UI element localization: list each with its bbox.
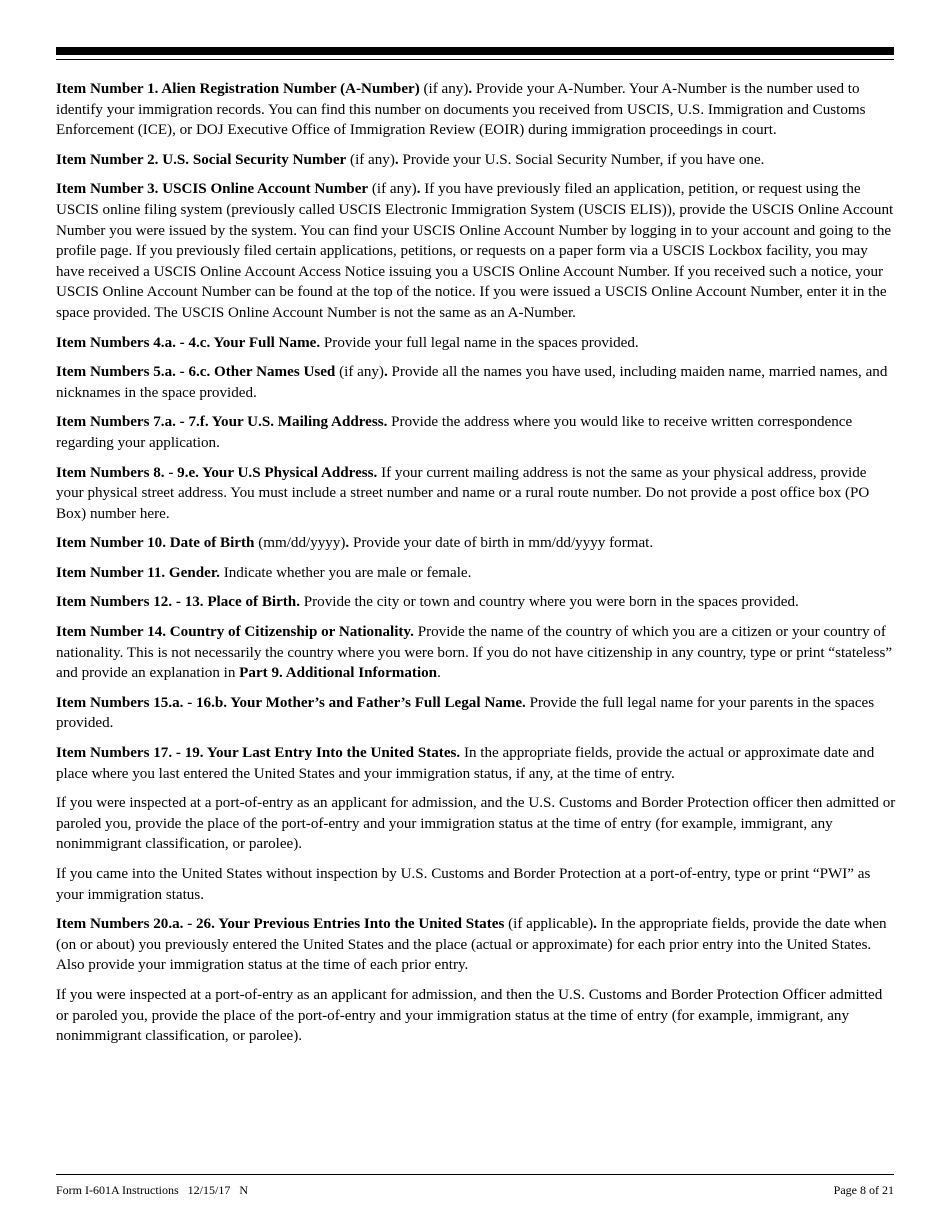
item-20: Item Numbers 20.a. - 26. Your Previous Entries Into the United States (if applicable). In the appropriate fields, provide the date when (on or about) you previously entered the United States and the place (actual or approximate) for each prior entry into the United States. Also provide your immigration status at the time of each prior entry.: [56, 916, 887, 974]
header-thin-rule: [56, 59, 894, 60]
item-4: Item Numbers 4.a. - 4.c. Your Full Name. Provide your full legal name in the spaces provided.: [56, 334, 639, 351]
item-3: Item Number 3. USCIS Online Account Number (if any). If you have previously filed an application, petition, or request using the USCIS online filing system (previously called USCIS Electronic Immigration System (USCIS ELIS)), provide the USCIS Online Account Number you were issued by the system. You can find your USCIS Online Account Number by logging in to your account and going to the profile page. If you previously filed certain applications, petitions, or requests on a paper form via a USCIS Lockbox facility, you may have received a USCIS Online Account Access Notice issuing you a USCIS Online Account Number. If you received such a notice, your USCIS Online Account Number can be found at the top of the notice. If you were issued a USCIS Online Account Number, enter it in the space provided. The USCIS Online Account Number is not the same as an A-Number.: [56, 181, 894, 321]
item-15: Item Numbers 15.a. - 16.b. Your Mother’s and Father’s Full Legal Name. Provide the full legal name for your parents in the spaces provided.: [56, 694, 875, 732]
item-7: Item Numbers 7.a. - 7.f. Your U.S. Mailing Address. Provide the address where you would like to receive written correspondence regarding your application.: [56, 414, 853, 451]
item-1: Item Number 1. Alien Registration Number (A-Number) (if any). Provide your A-Number. Your A-Number is the number used to identify your immigration records. You can find this number on documents you received from USCIS, U.S. Immigration and Customs Enforcement (ICE), or DOJ Executive Office of Immigration Review (EOIR) during immigration proceedings in court.: [56, 81, 866, 139]
paragraph-inspected-last-entry: If you were inspected at a port-of-entry as an applicant for admission, and the U.S. Customs and Border Protection officer then admitted or paroled you, provide the place of the port-of-entry and your immigration status at the time of entry (for example, immigrant, any nonimmigrant classification, or parolee).: [56, 795, 896, 853]
item-8: Item Numbers 8. - 9.e. Your U.S Physical Address. If your current mailing address is not the same as your physical address, provide your physical street address. You must include a street number and name or a rural route number. Do not provide a post office box (PO Box) number here.: [56, 464, 870, 522]
item-14: Item Number 14. Country of Citizenship or Nationality. Provide the name of the country of which you are a citizen or your country of nationality. This is not necessarily the country where you were born. If you do not have citizenship in any country, type or print “stateless” and provide an explanation in Part 9. Additional Information.: [56, 624, 893, 682]
header-thick-rule: [56, 47, 894, 55]
paragraph-pwi: If you came into the United States without inspection by U.S. Customs and Border Protection at a port-of-entry, type or print “PWI” as your immigration status.: [56, 866, 871, 903]
item-11: Item Number 11. Gender. Indicate whether you are male or female.: [56, 564, 472, 581]
item-17: Item Numbers 17. - 19. Your Last Entry Into the United States. In the appropriate fields, provide the actual or approximate date and place where you last entered the United States and your immigration status, if any, at the time of entry.: [56, 745, 875, 782]
item-10: Item Number 10. Date of Birth (mm/dd/yyyy). Provide your date of birth in mm/dd/yyyy format.: [56, 535, 654, 552]
footer-rule: [56, 1174, 894, 1175]
item-5: Item Numbers 5.a. - 6.c. Other Names Used (if any). Provide all the names you have used, including maiden name, married names, and nicknames in the space provided.: [56, 364, 888, 401]
instructions-body: [56, 79, 896, 1056]
item-12: Item Numbers 12. - 13. Place of Birth. Provide the city or town and country where you were born in the spaces provided.: [56, 594, 799, 611]
paragraph-inspected-prior-entries: If you were inspected at a port-of-entry as an applicant for admission, and then the U.S. Customs and Border Protection Officer admitted or paroled you, provide the place of the port-of-entry and your immigration status at the time of entry (for example, immigrant, any nonimmigrant classification, or parolee).: [56, 986, 883, 1045]
footer-form-label: Form I-601A Instructions 12/15/17 N: [56, 1183, 248, 1197]
footer-page-number: Page 8 of 21: [833, 1183, 894, 1197]
item-2: Item Number 2. U.S. Social Security Number (if any). Provide your U.S. Social Security Number, if you have one.: [56, 151, 765, 168]
